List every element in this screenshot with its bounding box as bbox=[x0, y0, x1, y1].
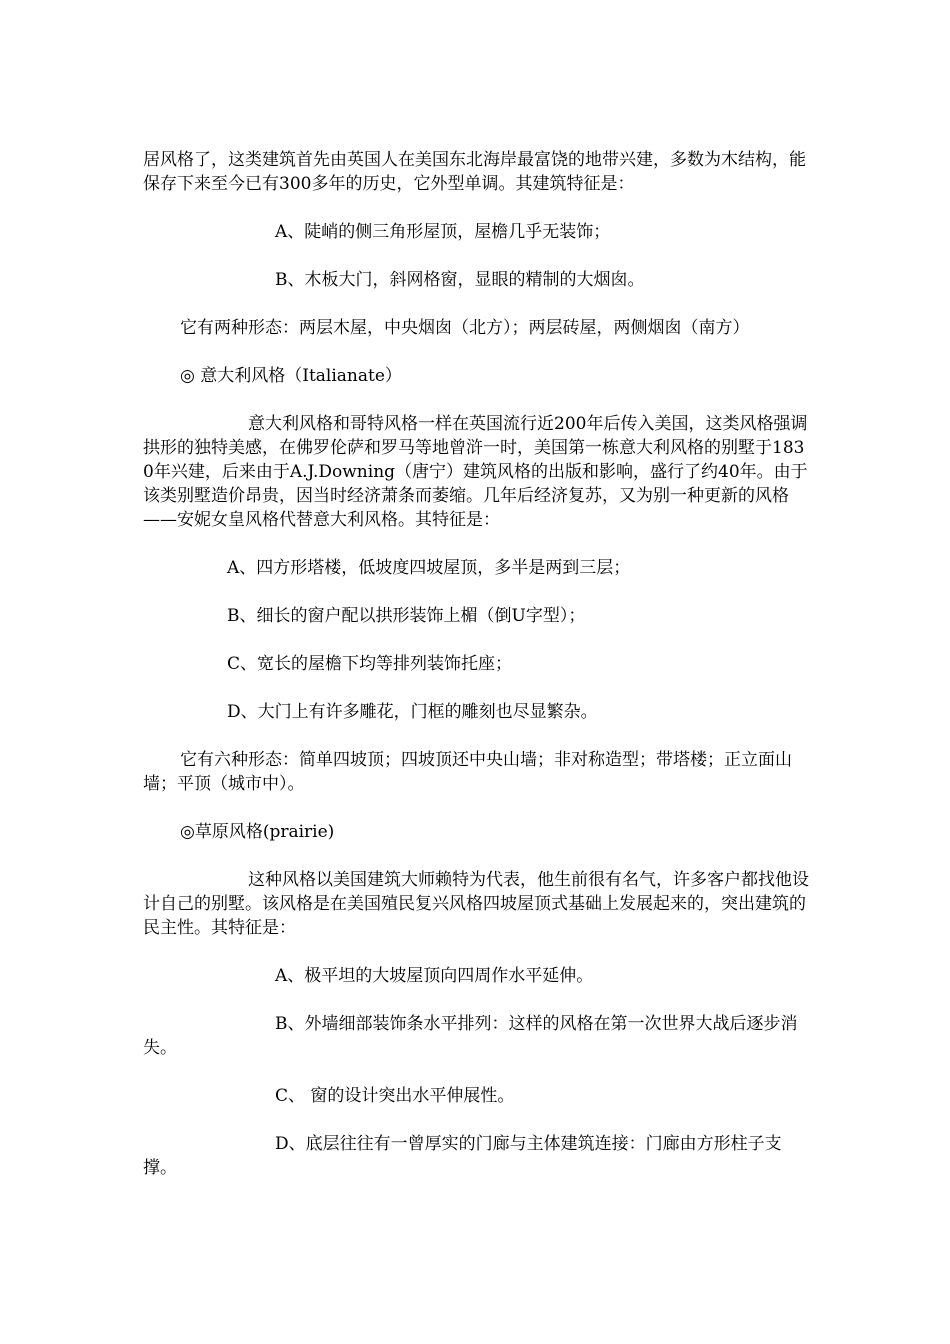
paragraph-italianate: 意大利风格和哥特风格一样在英国流行近200年后传入美国，这类风格强调拱形的独特美感，在佛罗伦萨和罗马等地曾浒一时，美国第一栋意大利风格的别墅于1830年兴建，后来由于A.J.Downing（唐宁）建筑风格的出版和影响，盛行了约40年。由于该类别墅造价昂贵，因当时经济萧条而萎缩。几年后经济复苏，又为别一种更新的风格——安妮女皇风格代替意大利风格。其特征是： bbox=[143, 414, 808, 530]
section-heading-prairie: ◎草原风格(prairie) bbox=[180, 822, 335, 842]
list-item-c: C、宽长的屋檐下均等排列装饰托座； bbox=[227, 654, 513, 674]
list-item-b: B、外墙细部装饰条水平排列：这样的风格在第一次世界大战后逐步消失。 bbox=[143, 1014, 798, 1058]
list-item-b: B、木板大门，斜网格窗，显眼的精制的大烟囱。 bbox=[275, 270, 645, 290]
list-item-a: A、极平坦的大坡屋顶向四周作水平延伸。 bbox=[275, 966, 594, 986]
paragraph-forms: 它有六种形态：简单四坡顶；四坡顶还中央山墙；非对称造型；带塔楼；正立面山墙；平顶（城市中）。 bbox=[143, 750, 792, 794]
list-item-a: A、四方形塔楼，低坡度四坡屋顶，多半是两到三层； bbox=[227, 558, 631, 578]
list-item-d: D、大门上有许多雕花，门框的雕刻也尽显繁杂。 bbox=[227, 702, 598, 722]
list-item-a: A、陡峭的侧三角形屋顶，屋檐几乎无装饰； bbox=[275, 222, 611, 242]
list-item-b: B、细长的窗户配以拱形装饰上楣（倒U字型）； bbox=[227, 606, 586, 626]
list-item-d: D、底层往往有一曾厚实的门廊与主体建筑连接：门廊由方形柱子支撑。 bbox=[143, 1134, 782, 1178]
paragraph-prairie: 这种风格以美国建筑大师赖特为代表，他生前很有名气，许多客户都找他设计自己的别墅。该风格是在美国殖民复兴风格四坡屋顶式基础上发展起来的，突出建筑的民主性。其特征是： bbox=[143, 870, 809, 938]
paragraph-intro-continuation: 居风格了，这类建筑首先由英国人在美国东北海岸最富饶的地带兴建，多数为木结构，能保存下来至今已有300多年的历史，它外型单调。其建筑特征是： bbox=[143, 150, 806, 194]
section-heading-italianate: ◎ 意大利风格（Italianate） bbox=[180, 366, 402, 386]
paragraph-forms: 它有两种形态：两层木屋，中央烟囱（北方）；两层砖屋，两侧烟囱（南方） bbox=[180, 318, 750, 338]
list-item-c: C、 窗的设计突出水平伸展性。 bbox=[275, 1086, 515, 1106]
